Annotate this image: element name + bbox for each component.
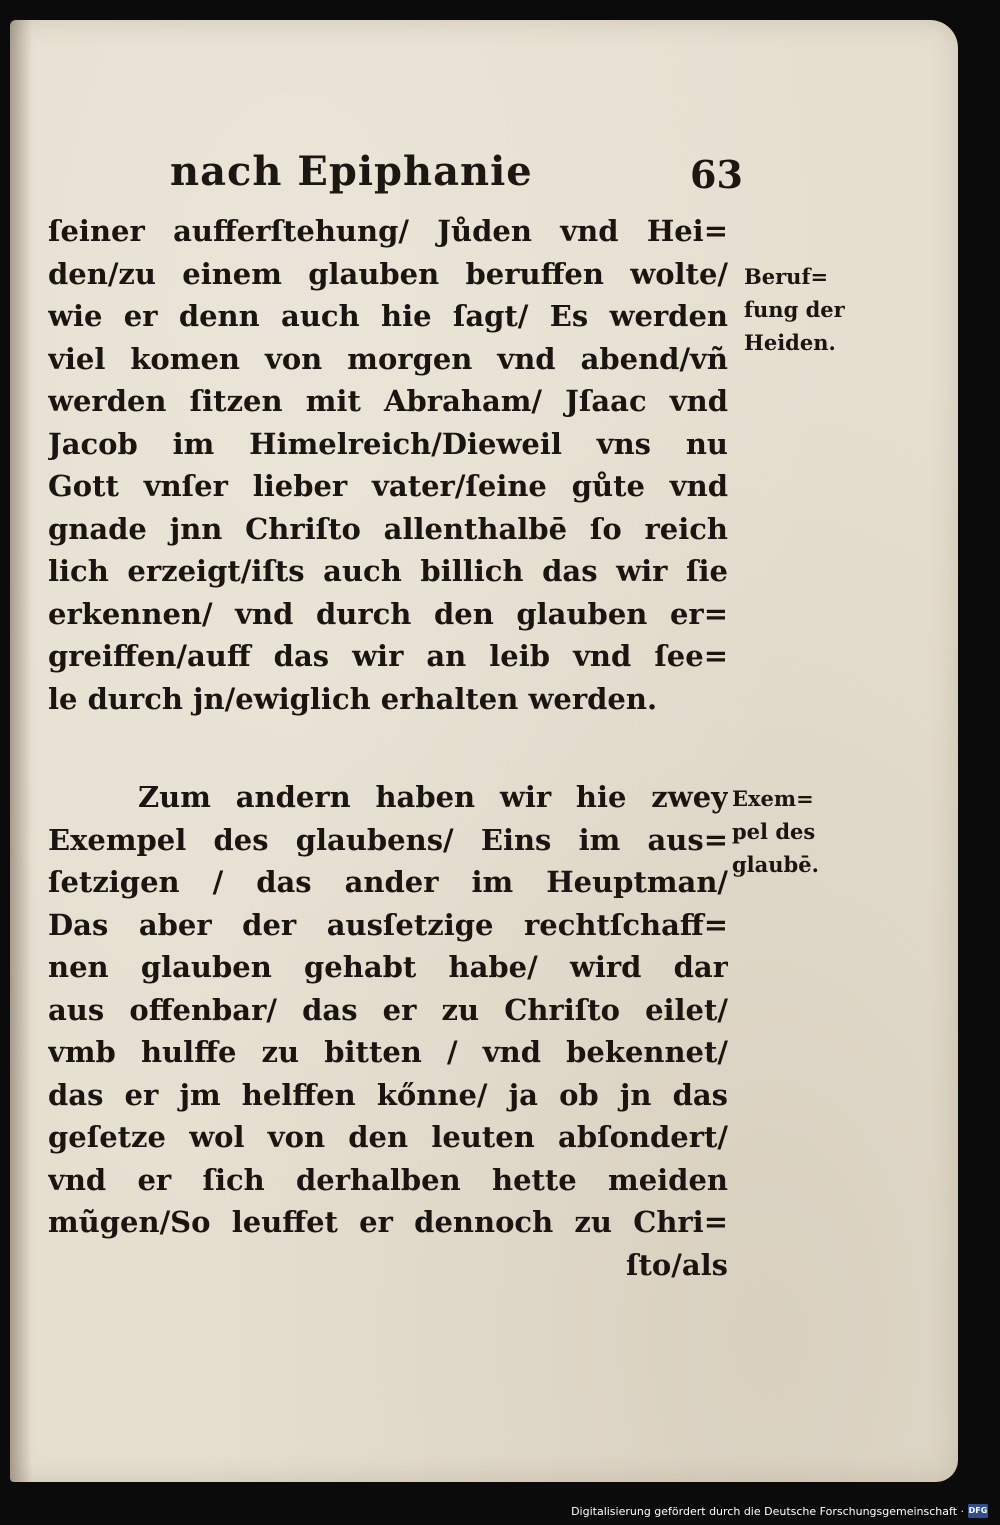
running-head: nach Epiphanie bbox=[170, 148, 533, 195]
marginal-note-1 bbox=[744, 260, 845, 359]
digitization-credit bbox=[571, 1501, 988, 1521]
text-line: wie er denn auch hie ſagt/ Es werden bbox=[48, 299, 728, 333]
text-line: werden ſitzen mit Abraham/ Jſaac vnd bbox=[48, 384, 728, 418]
text-line: viel komen von morgen vnd abend/vñ bbox=[48, 341, 728, 376]
catchword-line: ſto/als bbox=[626, 1247, 728, 1282]
text-line: Gott vnſer lieber vater/ſeine gůte vnd bbox=[48, 469, 728, 503]
dfg-logo: DFG bbox=[968, 1504, 988, 1518]
text-line: ſeiner aufferſtehung/ Jůden vnd Hei= bbox=[48, 214, 728, 248]
book-page bbox=[10, 20, 958, 1482]
text-line: das er jm helffen kőnne/ ja ob jn das bbox=[48, 1077, 728, 1112]
text-line: ſetzigen / das ander im Heuptman/ bbox=[48, 865, 728, 899]
marginal-line: Heiden. bbox=[744, 330, 836, 355]
marginal-line: Beruf= bbox=[744, 264, 829, 289]
paragraph-1 bbox=[48, 210, 728, 720]
page-gutter-shadow bbox=[10, 20, 32, 1482]
text-line: Zum andern haben wir hie zwey bbox=[138, 780, 728, 814]
text-line: aus offenbar/ das er zu Chriſto eilet/ bbox=[48, 992, 728, 1027]
text-line: le durch jn/ewiglich erhalten werden. bbox=[48, 681, 658, 716]
text-line: Exempel des glaubens/ Eins im aus= bbox=[48, 822, 728, 857]
text-line: vnd er ſich derhalben hette meiden bbox=[48, 1162, 728, 1197]
text-line: vmb hulffe zu bitten / vnd bekennet/ bbox=[48, 1035, 728, 1069]
paragraph-2 bbox=[48, 776, 728, 1286]
text-line: Das aber der ausſetzige rechtſchaff= bbox=[48, 907, 728, 942]
page-number: 63 bbox=[690, 152, 743, 197]
text-line: greiffen/auff das wir an leib vnd ſee= bbox=[48, 639, 728, 673]
marginal-line: glaubē. bbox=[732, 852, 819, 877]
credit-text: Digitalisierung gefördert durch die Deutsche Forschungsgemeinschaft · bbox=[571, 1504, 964, 1518]
text-line: lich erzeigt/iſts auch billich das wir ſie bbox=[48, 554, 728, 588]
marginal-line: Exem= bbox=[732, 786, 814, 811]
text-line: mũgen/So leuffet er dennoch zu Chri= bbox=[48, 1205, 728, 1239]
marginal-note-2 bbox=[732, 782, 819, 881]
marginal-line: pel des bbox=[732, 819, 816, 844]
text-line: geſetze wol von den leuten abſondert/ bbox=[48, 1120, 728, 1154]
text-line: erkennen/ vnd durch den glauben er= bbox=[48, 596, 728, 631]
marginal-line: fung der bbox=[744, 297, 845, 322]
text-line: nen glauben gehabt habe/ wird dar bbox=[48, 950, 728, 984]
text-line: Jacob im Himelreich/Dieweil vns nu bbox=[48, 426, 728, 461]
text-line: den/zu einem glauben beruffen wolte/ bbox=[48, 256, 728, 291]
text-line: gnade jnn Chriſto allenthalbē ſo reich bbox=[48, 511, 728, 546]
